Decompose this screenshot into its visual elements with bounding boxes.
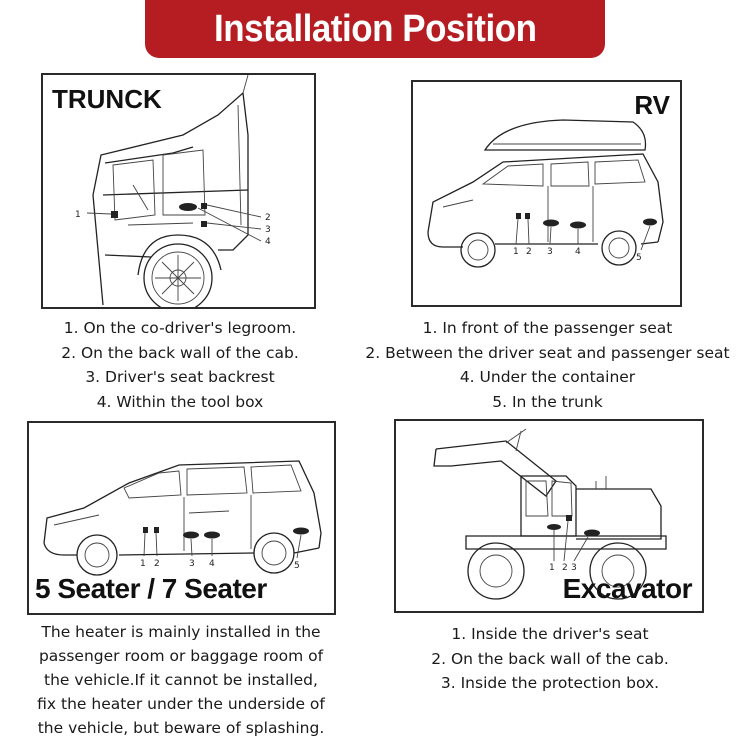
rv-label: RV <box>634 90 670 120</box>
seater-description <box>16 620 346 740</box>
rv-item-5: 5. In the trunk <box>492 392 603 411</box>
seater-marker-4: 4 <box>209 559 215 569</box>
excavator-description <box>380 622 720 696</box>
seater-line-4: fix the heater under the underside of <box>37 695 325 713</box>
truck-description <box>10 316 350 414</box>
rv-item-1: 1. In front of the passenger seat <box>422 319 673 337</box>
title-banner <box>145 0 605 58</box>
rv-description <box>355 316 740 414</box>
truck-marker-2: 2 <box>265 213 271 223</box>
rv-marker-1: 1 <box>513 247 519 257</box>
truck-marker-4: 4 <box>265 237 271 247</box>
rv-item-4: 4. Under the container <box>459 368 636 386</box>
seater-marker-3: 3 <box>189 559 195 569</box>
truck-marker-3: 3 <box>265 225 271 235</box>
rv-marker-3: 3 <box>547 247 553 257</box>
rv-marker-4: 4 <box>575 247 581 257</box>
truck-item-3: 3. Driver's seat backrest <box>85 368 275 386</box>
excavator-label: Excavator <box>562 573 692 604</box>
truck-item-2: 2. On the back wall of the cab. <box>61 343 299 362</box>
rv-panel <box>411 80 682 307</box>
rv-marker-2: 2 <box>526 247 532 257</box>
truck-marker-1: 1 <box>75 210 81 220</box>
excavator-marker-1: 1 <box>549 563 555 573</box>
seater-label: 5 Seater / 7 Seater <box>35 573 267 604</box>
excavator-marker-3: 3 <box>571 563 577 573</box>
truck-item-4: 4. Within the tool box <box>96 392 264 411</box>
excavator-marker-2: 2 <box>562 563 568 573</box>
excavator-panel <box>394 419 704 613</box>
seater-line-5: the vehicle, but beware of splashing. <box>37 719 325 737</box>
seater-marker-1: 1 <box>140 559 146 569</box>
truck-panel <box>41 73 316 309</box>
seater-line-1: The heater is mainly installed in the <box>41 623 321 641</box>
rv-item-2: 2. Between the driver seat and passenger seat <box>365 343 730 362</box>
excavator-item-1: 1. Inside the driver's seat <box>451 625 649 643</box>
page-title: Installation Position <box>213 7 537 50</box>
rv-marker-5: 5 <box>636 253 642 263</box>
seater-line-2: passenger room or baggage room of <box>38 647 324 665</box>
truck-label: TRUNCK <box>52 84 162 114</box>
seater-marker-2: 2 <box>154 559 160 569</box>
truck-item-1: 1. On the co-driver's legroom. <box>63 319 297 337</box>
seater-panel <box>27 421 336 615</box>
excavator-item-3: 3. Inside the protection box. <box>440 674 660 692</box>
seater-marker-5: 5 <box>294 561 300 571</box>
excavator-item-2: 2. On the back wall of the cab. <box>431 649 669 668</box>
seater-line-3: the vehicle.If it cannot be installed, <box>44 671 318 689</box>
